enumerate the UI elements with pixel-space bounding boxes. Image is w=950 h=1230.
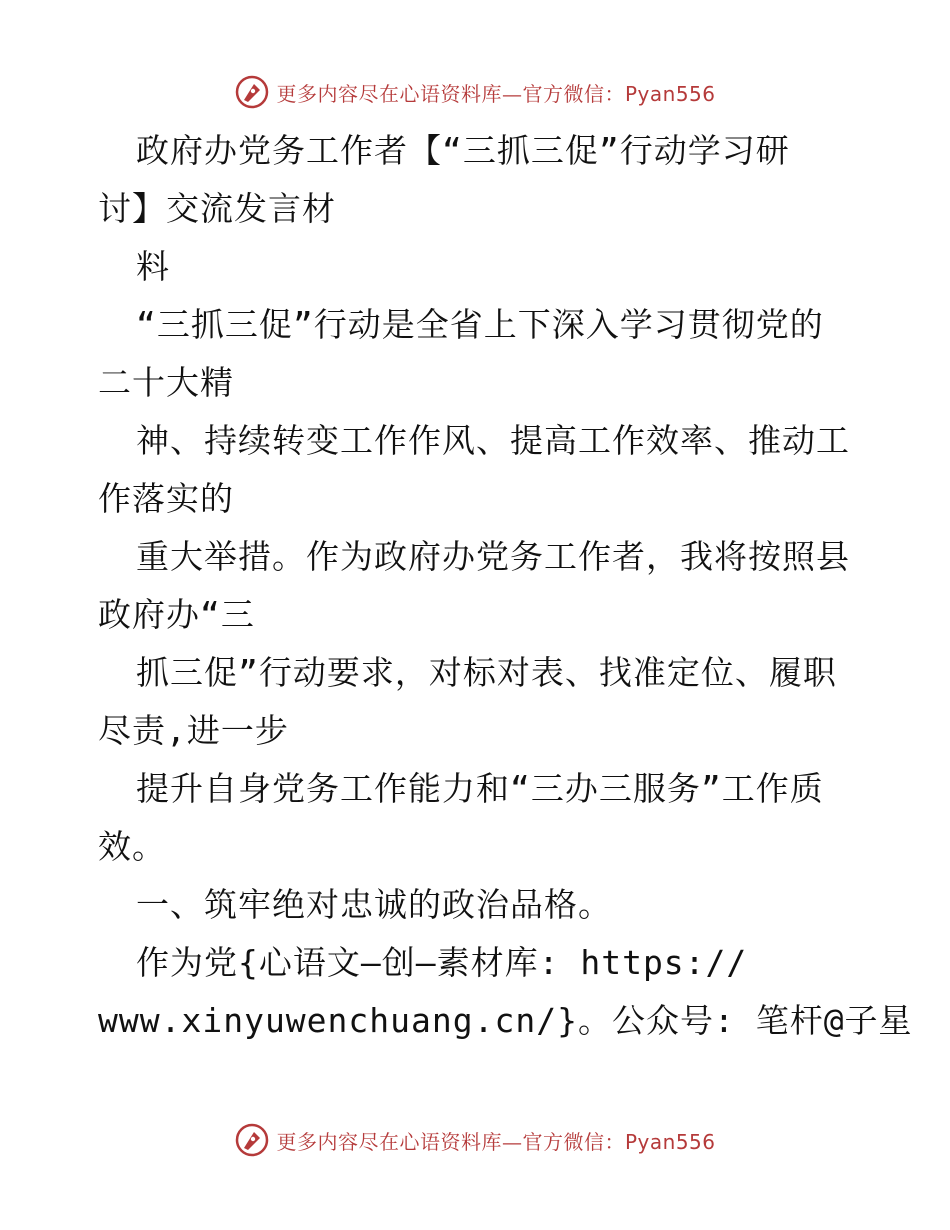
doc-line: 提升自身党务工作能力和“三办三服务”工作质 [136,769,824,808]
doc-line: 讨】交流发言材 [98,189,336,228]
doc-line: 二十大精 [98,363,234,402]
doc-line: 重大举措。作为政府办党务工作者，我将按照县 [136,537,850,576]
doc-line: “三抓三促”行动是全省上下深入学习贯彻党的 [136,305,824,344]
watermark-wechat-id: Pyan556 [624,1129,716,1154]
doc-line: 政府办党务工作者【“三抓三促”行动学习研 [136,131,790,170]
doc-line: 尽责,进一步 [98,711,289,750]
doc-line: 效。 [98,827,166,866]
doc-line: 料 [136,247,170,286]
doc-line: 政府办“三 [98,595,255,634]
watermark-wechat-id: Pyan556 [624,81,716,106]
doc-line: 作落实的 [98,479,234,518]
doc-line: 抓三促”行动要求，对标对表、找准定位、履职 [136,653,837,692]
pen-nib-circle-icon [234,1122,270,1158]
header-watermark [0,70,950,114]
watermark-text: 更多内容尽在心语资料库—官方微信：Pyan556 [276,81,716,106]
doc-line: 神、持续转变工作作风、提高工作效率、推动工 [136,421,850,460]
section-heading: 一、筑牢绝对忠诚的政治品格。 [136,885,612,924]
footer-watermark [0,1118,950,1162]
document-body [98,122,913,1050]
doc-line: www.xinyuwenchuang.cn/}。公众号: 笔杆@子星 [98,1001,913,1040]
watermark-text: 更多内容尽在心语资料库—官方微信：Pyan556 [276,1129,716,1154]
pen-nib-circle-icon [234,74,270,110]
doc-line: 作为党{心语文—创—素材库: https:// [136,943,748,982]
